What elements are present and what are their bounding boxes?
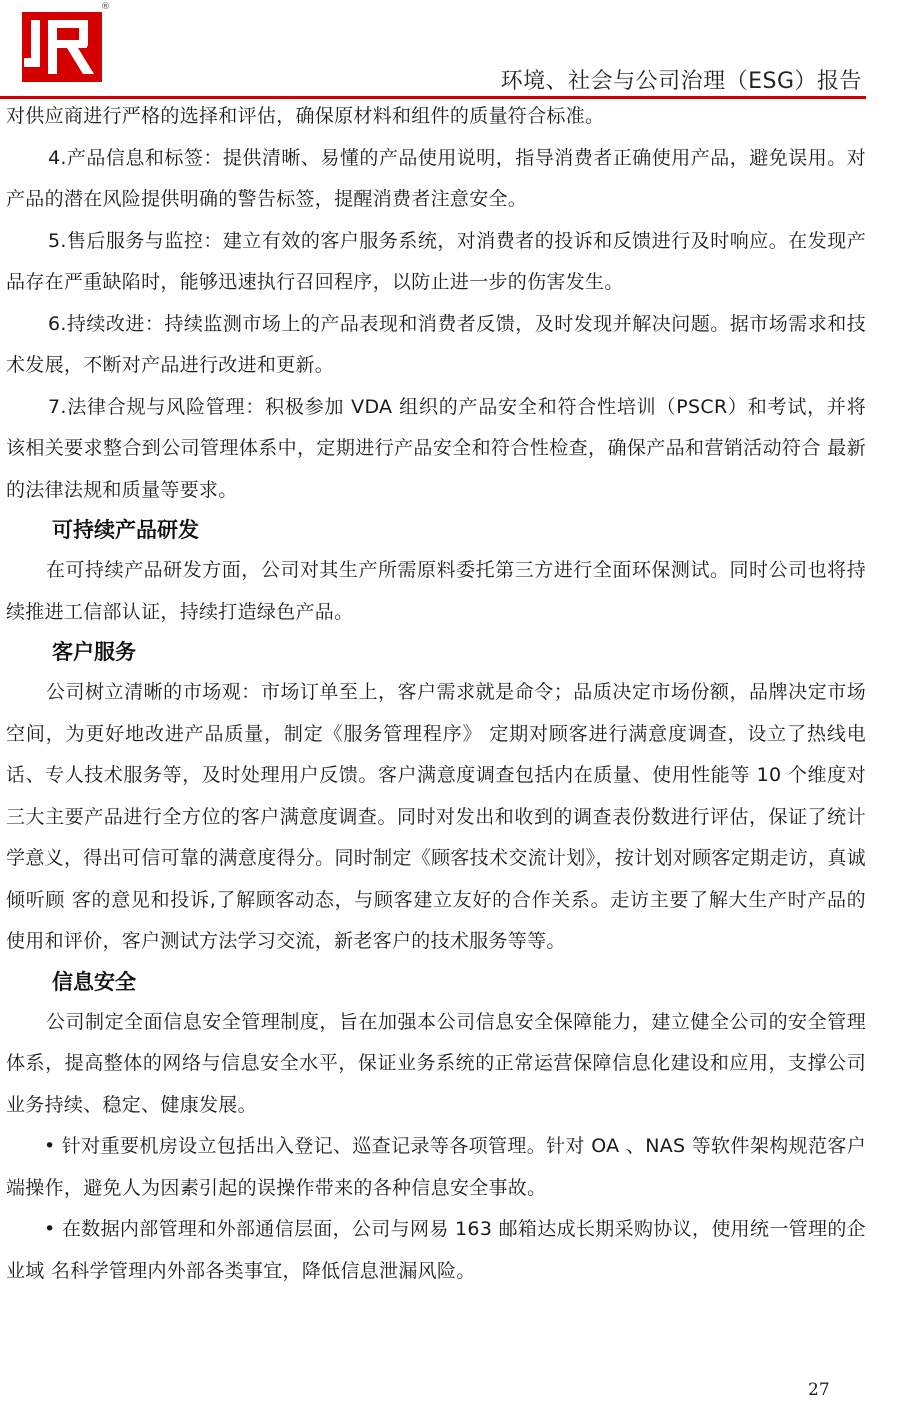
section-heading-customer: 客户服务: [52, 640, 136, 664]
sustainable-paragraph: 在可持续产品研发方面，公司对其生产所需原料委托第三方进行全面环保测试。同时公司也将持续推进工信部认证，持续打造绿色产品。: [6, 559, 866, 623]
customer-paragraph: 公司树立清晰的市场观：市场订单至上，客户需求就是命令；品质决定市场份额，品牌决定市场空间，为更好地改进产品质量，制定《服务管理程序》 定期对顾客进行满意度调查，设立了热线电话、专人技术服务等，及时处理用户反馈。客户满意度调查包括内在质量、使用性能等 10 个维度对三大主要产品进行全方位的客户满意度调查。同时对发出和收到的调查表份数进行评估，保证了统计学意义，得出可信可靠的满意度得分。同时制定《顾客技术交流计划》，按计划对顾客定期走访，真诚倾听顾 客的意见和投诉,了解顾客动态，与顾客建立友好的合作关系。走访主要了解大生产时产品的使用和评价，客户测试方法学习交流，新老客户的技术服务等等。: [6, 681, 866, 952]
list-item: 4.产品信息和标签：提供清晰、易懂的产品使用说明，指导消费者正确使用产品，避免误用。对产品的潜在风险提供明确的警告标签，提醒消费者注意安全。: [6, 146, 866, 210]
infosec-paragraph: 公司制定全面信息安全管理制度，旨在加强本公司信息安全保障能力，建立健全公司的安全管理体系，提高整体的网络与信息安全水平，保证业务系统的正常运营保障信息化建设和应用，支撑公司业务持续、稳定、健康发展。: [6, 1010, 866, 1116]
list-item: 5.售后服务与监控：建立有效的客户服务系统，对消费者的投诉和反馈进行及时响应。在发现产品存在严重缺陷时，能够迅速执行召回程序，以防止进一步的伤害发生。: [6, 229, 866, 293]
registered-mark: ®: [101, 2, 110, 12]
bullet-item: • 在数据内部管理和外部通信层面，公司与网易 163 邮箱达成长期采购协议，使用统一管理的企业域 名科学管理内外部各类事宜，降低信息泄漏风险。: [6, 1218, 866, 1282]
continuation-paragraph: 对供应商进行严格的选择和评估，确保原材料和组件的质量符合标准。: [6, 105, 605, 127]
bullet-item: • 针对重要机房设立包括出入登记、巡查记录等各项管理。针对 OA 、NAS 等软件架构规范客户端操作，避免人为因素引起的误操作带来的各种信息安全事故。: [6, 1135, 866, 1199]
page-content: [6, 96, 866, 1292]
page-number: 27: [808, 1380, 830, 1400]
list-item: 6.持续改进：持续监测市场上的产品表现和消费者反馈，及时发现并解决问题。据市场需求和技术发展，不断对产品进行改进和更新。: [6, 312, 866, 376]
section-heading-infosec: 信息安全: [52, 969, 136, 994]
report-title: 环境、社会与公司治理（ESG）报告: [500, 69, 862, 94]
company-logo-icon: [22, 12, 102, 82]
list-item: 7.法律合规与风险管理：积极参加 VDA 组织的产品安全和符合性培训（PSCR）和考试，并将该相关要求整合到公司管理体系中，定期进行产品安全和符合性检查，确保产品和营销活动符合 最新的法律法规和质量等要求。: [6, 395, 866, 501]
section-heading-sustainable: 可持续产品研发: [52, 518, 199, 542]
